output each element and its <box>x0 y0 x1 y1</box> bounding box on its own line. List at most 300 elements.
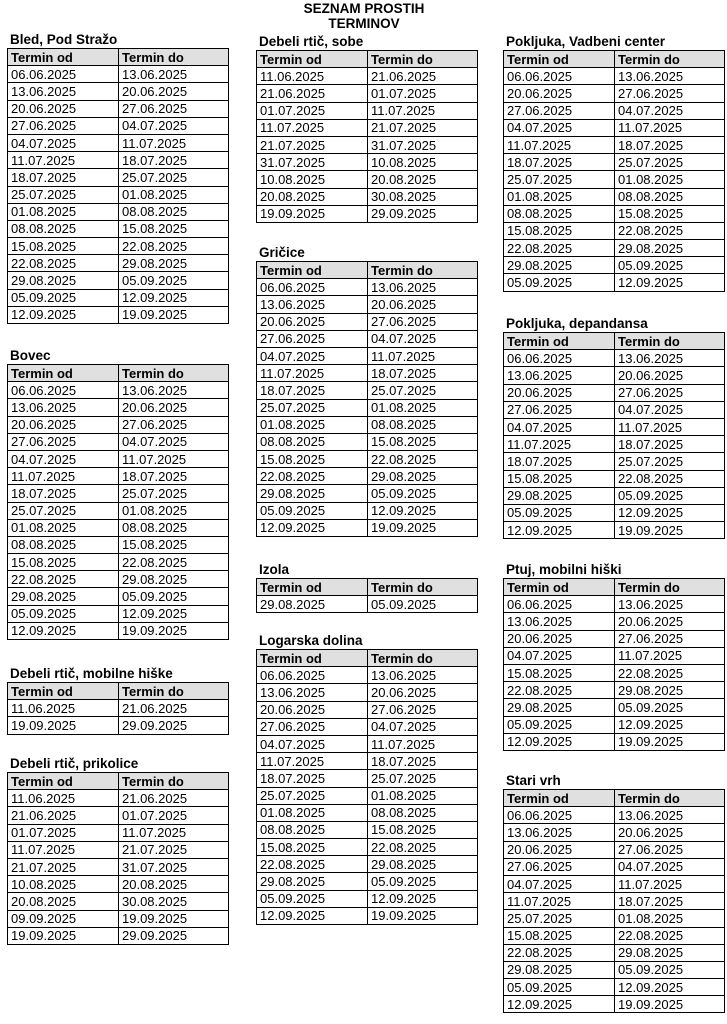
table-row <box>504 171 725 188</box>
cell-date-to: 01.08.2025 <box>119 502 229 519</box>
cell-date-to: 25.07.2025 <box>119 485 229 502</box>
section-title: Bovec <box>10 348 51 363</box>
table-row <box>257 890 478 907</box>
table-row <box>257 519 478 536</box>
cell-date-from: 20.08.2025 <box>8 893 119 910</box>
cell-date-from: 06.06.2025 <box>257 279 368 296</box>
cell-date-from: 06.06.2025 <box>257 667 368 684</box>
table-row <box>8 502 229 519</box>
table-row <box>504 222 725 239</box>
table-row <box>8 238 229 255</box>
cell-date-from: 11.07.2025 <box>504 136 615 153</box>
table-row <box>504 367 725 384</box>
cell-date-from: 18.07.2025 <box>504 154 615 171</box>
table-row <box>257 839 478 856</box>
cell-date-from: 12.09.2025 <box>257 519 368 536</box>
section-title: Gričice <box>259 245 305 260</box>
table-row <box>257 735 478 752</box>
cell-date-from: 18.07.2025 <box>257 382 368 399</box>
table-row <box>8 910 229 927</box>
cell-date-to: 04.07.2025 <box>615 102 725 119</box>
table-row <box>257 171 478 188</box>
cell-date-to: 31.07.2025 <box>119 858 229 875</box>
cell-date-to: 29.08.2025 <box>615 240 725 257</box>
table-row <box>8 450 229 467</box>
cell-date-from: 21.07.2025 <box>257 136 368 153</box>
cell-date-to: 15.08.2025 <box>368 821 478 838</box>
table-row <box>8 433 229 450</box>
cell-date-to: 22.08.2025 <box>119 238 229 255</box>
cell-date-to: 18.07.2025 <box>615 436 725 453</box>
header-termin-od: Termin od <box>257 262 368 279</box>
cell-date-from: 04.07.2025 <box>504 119 615 136</box>
cell-date-from: 25.07.2025 <box>504 910 615 927</box>
header-termin-do: Termin do <box>615 51 725 68</box>
table-row <box>8 134 229 151</box>
cell-date-to: 27.06.2025 <box>615 841 725 858</box>
cell-date-from: 29.08.2025 <box>257 596 368 613</box>
table-row <box>8 717 229 734</box>
cell-date-from: 29.08.2025 <box>504 699 615 716</box>
cell-date-to: 19.09.2025 <box>119 306 229 323</box>
cell-date-to: 08.08.2025 <box>119 519 229 536</box>
dates-table <box>503 50 725 292</box>
cell-date-from: 27.06.2025 <box>504 858 615 875</box>
cell-date-from: 12.09.2025 <box>8 306 119 323</box>
cell-date-to: 21.07.2025 <box>368 119 478 136</box>
table-row <box>257 433 478 450</box>
cell-date-from: 20.06.2025 <box>504 841 615 858</box>
cell-date-to: 10.08.2025 <box>368 154 478 171</box>
cell-date-to: 13.06.2025 <box>368 667 478 684</box>
cell-date-from: 11.07.2025 <box>504 893 615 910</box>
cell-date-from: 06.06.2025 <box>8 382 119 399</box>
cell-date-to: 20.08.2025 <box>368 171 478 188</box>
section-logarska-dolina <box>256 633 478 925</box>
table-row <box>8 790 229 807</box>
cell-date-from: 06.06.2025 <box>504 596 615 613</box>
cell-date-to: 21.06.2025 <box>368 68 478 85</box>
cell-date-from: 27.06.2025 <box>257 330 368 347</box>
header-termin-od: Termin od <box>8 49 119 66</box>
cell-date-to: 11.07.2025 <box>615 875 725 892</box>
cell-date-from: 25.07.2025 <box>257 399 368 416</box>
cell-date-from: 05.09.2025 <box>504 716 615 733</box>
cell-date-from: 25.07.2025 <box>8 186 119 203</box>
table-row <box>504 996 725 1013</box>
cell-date-to: 01.08.2025 <box>119 186 229 203</box>
cell-date-from: 13.06.2025 <box>8 399 119 416</box>
cell-date-from: 27.06.2025 <box>504 102 615 119</box>
cell-date-from: 27.06.2025 <box>257 718 368 735</box>
cell-date-from: 06.06.2025 <box>504 807 615 824</box>
cell-date-to: 11.07.2025 <box>119 134 229 151</box>
cell-date-from: 05.09.2025 <box>8 605 119 622</box>
table-row <box>504 188 725 205</box>
section-title: Stari vrh <box>506 773 561 788</box>
cell-date-to: 11.07.2025 <box>615 418 725 435</box>
table-row <box>504 699 725 716</box>
cell-date-to: 19.09.2025 <box>615 733 725 750</box>
cell-date-from: 18.07.2025 <box>257 770 368 787</box>
cell-date-from: 29.08.2025 <box>8 272 119 289</box>
cell-date-to: 12.09.2025 <box>615 716 725 733</box>
cell-date-from: 25.07.2025 <box>257 787 368 804</box>
dates-table <box>256 50 478 223</box>
cell-date-to: 20.06.2025 <box>368 684 478 701</box>
table-row <box>8 876 229 893</box>
table-row <box>257 85 478 102</box>
cell-date-from: 12.09.2025 <box>257 907 368 924</box>
table-row <box>257 154 478 171</box>
header-termin-od: Termin od <box>8 683 119 700</box>
cell-date-to: 05.09.2025 <box>368 596 478 613</box>
cell-date-to: 15.08.2025 <box>119 536 229 553</box>
table-row <box>257 205 478 222</box>
header-termin-do: Termin do <box>615 790 725 807</box>
cell-date-to: 04.07.2025 <box>119 117 229 134</box>
cell-date-from: 11.06.2025 <box>8 700 119 717</box>
dates-table <box>503 332 725 539</box>
cell-date-to: 13.06.2025 <box>615 350 725 367</box>
section-ptuj-mobilni-hiski <box>503 562 725 751</box>
cell-date-to: 19.09.2025 <box>615 522 725 539</box>
cell-date-to: 22.08.2025 <box>368 451 478 468</box>
cell-date-from: 31.07.2025 <box>257 154 368 171</box>
table-row <box>504 893 725 910</box>
cell-date-from: 11.07.2025 <box>8 468 119 485</box>
table-row <box>8 571 229 588</box>
table-row <box>257 856 478 873</box>
cell-date-to: 08.08.2025 <box>368 416 478 433</box>
cell-date-to: 27.06.2025 <box>615 384 725 401</box>
table-row <box>257 365 478 382</box>
cell-date-to: 04.07.2025 <box>368 718 478 735</box>
section-bovec <box>7 348 229 640</box>
cell-date-to: 27.06.2025 <box>119 416 229 433</box>
cell-date-to: 04.07.2025 <box>119 433 229 450</box>
cell-date-to: 05.09.2025 <box>615 487 725 504</box>
cell-date-from: 20.08.2025 <box>257 188 368 205</box>
cell-date-from: 11.07.2025 <box>8 152 119 169</box>
cell-date-from: 15.08.2025 <box>257 451 368 468</box>
cell-date-from: 29.08.2025 <box>504 961 615 978</box>
cell-date-to: 01.08.2025 <box>368 399 478 416</box>
cell-date-to: 30.08.2025 <box>119 893 229 910</box>
cell-date-to: 08.08.2025 <box>119 203 229 220</box>
cell-date-from: 18.07.2025 <box>8 169 119 186</box>
page-title <box>244 1 484 31</box>
cell-date-to: 20.06.2025 <box>368 296 478 313</box>
cell-date-from: 27.06.2025 <box>504 401 615 418</box>
table-header-row <box>257 650 478 667</box>
table-row <box>257 68 478 85</box>
cell-date-from: 12.09.2025 <box>504 996 615 1013</box>
header-termin-od: Termin od <box>8 365 119 382</box>
table-header-row <box>504 790 725 807</box>
cell-date-to: 11.07.2025 <box>615 647 725 664</box>
cell-date-from: 01.08.2025 <box>257 804 368 821</box>
section-stari-vrh <box>503 773 725 1013</box>
cell-date-to: 11.07.2025 <box>368 347 478 364</box>
dates-table <box>7 364 229 640</box>
table-row <box>8 117 229 134</box>
cell-date-to: 19.09.2025 <box>119 910 229 927</box>
table-row <box>8 588 229 605</box>
cell-date-from: 20.06.2025 <box>8 100 119 117</box>
cell-date-to: 29.08.2025 <box>368 856 478 873</box>
cell-date-to: 29.08.2025 <box>119 571 229 588</box>
dates-table <box>503 789 725 1013</box>
table-header-row <box>504 51 725 68</box>
table-row <box>504 154 725 171</box>
table-header-row <box>257 51 478 68</box>
table-row <box>504 647 725 664</box>
cell-date-from: 05.09.2025 <box>504 504 615 521</box>
table-row <box>8 605 229 622</box>
table-row <box>504 927 725 944</box>
header-termin-od: Termin od <box>504 790 615 807</box>
table-header-row <box>8 49 229 66</box>
cell-date-from: 27.06.2025 <box>8 433 119 450</box>
cell-date-to: 29.08.2025 <box>615 682 725 699</box>
header-termin-do: Termin do <box>615 333 725 350</box>
table-row <box>504 257 725 274</box>
table-row <box>504 630 725 647</box>
cell-date-from: 01.07.2025 <box>257 102 368 119</box>
cell-date-to: 25.07.2025 <box>368 382 478 399</box>
cell-date-to: 21.06.2025 <box>119 790 229 807</box>
table-row <box>504 102 725 119</box>
table-row <box>504 979 725 996</box>
table-row <box>257 102 478 119</box>
table-row <box>504 807 725 824</box>
table-row <box>8 272 229 289</box>
cell-date-to: 18.07.2025 <box>119 468 229 485</box>
table-row <box>257 701 478 718</box>
cell-date-to: 21.07.2025 <box>119 841 229 858</box>
cell-date-from: 21.06.2025 <box>257 85 368 102</box>
cell-date-from: 13.06.2025 <box>257 296 368 313</box>
cell-date-from: 05.09.2025 <box>8 289 119 306</box>
section-title: Logarska dolina <box>259 633 363 648</box>
table-row <box>8 485 229 502</box>
table-header-row <box>8 773 229 790</box>
section-debeli-rtic-prikolice <box>7 756 229 945</box>
table-row <box>504 470 725 487</box>
cell-date-to: 20.06.2025 <box>119 399 229 416</box>
table-row <box>257 382 478 399</box>
cell-date-from: 25.07.2025 <box>8 502 119 519</box>
section-title: Debeli rtič, prikolice <box>10 756 139 771</box>
table-row <box>257 136 478 153</box>
cell-date-from: 04.07.2025 <box>8 134 119 151</box>
section-title: Pokljuka, Vadbeni center <box>506 34 666 49</box>
cell-date-from: 21.06.2025 <box>8 807 119 824</box>
cell-date-from: 29.08.2025 <box>504 257 615 274</box>
section-title: Debeli rtič, mobilne hiške <box>10 666 173 681</box>
cell-date-to: 30.08.2025 <box>368 188 478 205</box>
cell-date-from: 01.07.2025 <box>8 824 119 841</box>
header-termin-do: Termin do <box>119 365 229 382</box>
cell-date-from: 05.09.2025 <box>504 274 615 291</box>
cell-date-to: 25.07.2025 <box>615 453 725 470</box>
cell-date-to: 01.07.2025 <box>119 807 229 824</box>
cell-date-to: 13.06.2025 <box>368 279 478 296</box>
cell-date-to: 29.09.2025 <box>119 717 229 734</box>
cell-date-from: 08.08.2025 <box>504 205 615 222</box>
table-row <box>257 279 478 296</box>
table-row <box>257 596 478 613</box>
header-termin-od: Termin od <box>504 579 615 596</box>
cell-date-from: 20.06.2025 <box>504 85 615 102</box>
header-termin-od: Termin od <box>504 51 615 68</box>
cell-date-to: 05.09.2025 <box>119 588 229 605</box>
table-row <box>257 451 478 468</box>
cell-date-to: 12.09.2025 <box>615 504 725 521</box>
cell-date-to: 27.06.2025 <box>615 630 725 647</box>
cell-date-from: 04.07.2025 <box>504 875 615 892</box>
cell-date-to: 08.08.2025 <box>615 188 725 205</box>
cell-date-from: 18.07.2025 <box>8 485 119 502</box>
cell-date-from: 11.07.2025 <box>504 436 615 453</box>
cell-date-to: 13.06.2025 <box>615 596 725 613</box>
table-row <box>8 416 229 433</box>
table-row <box>504 85 725 102</box>
cell-date-from: 13.06.2025 <box>257 684 368 701</box>
cell-date-to: 22.08.2025 <box>119 554 229 571</box>
table-row <box>257 718 478 735</box>
cell-date-to: 05.09.2025 <box>368 873 478 890</box>
table-row <box>8 100 229 117</box>
section-bled-pod-strazo <box>7 32 229 324</box>
section-title: Ptuj, mobilni hiški <box>506 562 622 577</box>
cell-date-to: 29.08.2025 <box>368 468 478 485</box>
table-row <box>504 841 725 858</box>
header-termin-od: Termin od <box>257 579 368 596</box>
table-row <box>504 453 725 470</box>
table-row <box>504 401 725 418</box>
cell-date-from: 08.08.2025 <box>257 821 368 838</box>
cell-date-to: 05.09.2025 <box>368 485 478 502</box>
cell-date-from: 06.06.2025 <box>8 66 119 83</box>
header-termin-od: Termin od <box>8 773 119 790</box>
cell-date-to: 18.07.2025 <box>368 365 478 382</box>
cell-date-to: 12.09.2025 <box>615 274 725 291</box>
cell-date-from: 15.08.2025 <box>504 927 615 944</box>
table-row <box>257 468 478 485</box>
table-row <box>504 716 725 733</box>
cell-date-from: 22.08.2025 <box>257 468 368 485</box>
table-row <box>504 274 725 291</box>
cell-date-from: 13.06.2025 <box>504 613 615 630</box>
cell-date-to: 19.09.2025 <box>119 622 229 639</box>
cell-date-from: 18.07.2025 <box>504 453 615 470</box>
table-row <box>8 66 229 83</box>
cell-date-from: 11.07.2025 <box>257 119 368 136</box>
cell-date-to: 22.08.2025 <box>615 664 725 681</box>
cell-date-to: 12.09.2025 <box>119 605 229 622</box>
section-title: Izola <box>259 562 290 577</box>
header-termin-do: Termin do <box>368 650 478 667</box>
section-title: Bled, Pod Stražo <box>10 32 118 47</box>
cell-date-to: 29.08.2025 <box>119 255 229 272</box>
cell-date-to: 04.07.2025 <box>368 330 478 347</box>
cell-date-from: 20.06.2025 <box>257 701 368 718</box>
cell-date-from: 04.07.2025 <box>8 450 119 467</box>
cell-date-from: 27.06.2025 <box>8 117 119 134</box>
cell-date-to: 20.06.2025 <box>615 824 725 841</box>
cell-date-to: 18.07.2025 <box>368 753 478 770</box>
table-row <box>257 119 478 136</box>
table-row <box>8 399 229 416</box>
table-row <box>504 664 725 681</box>
dates-table <box>7 682 229 735</box>
cell-date-to: 12.09.2025 <box>368 890 478 907</box>
cell-date-from: 10.08.2025 <box>8 876 119 893</box>
page-title-line-2: TERMINOV <box>328 16 400 31</box>
dates-table <box>256 578 478 613</box>
table-row <box>257 188 478 205</box>
cell-date-from: 11.07.2025 <box>257 365 368 382</box>
table-row <box>504 504 725 521</box>
cell-date-from: 11.07.2025 <box>257 753 368 770</box>
cell-date-from: 08.08.2025 <box>8 220 119 237</box>
cell-date-to: 20.06.2025 <box>615 613 725 630</box>
table-row <box>257 907 478 924</box>
table-row <box>8 186 229 203</box>
cell-date-to: 25.07.2025 <box>615 154 725 171</box>
table-row <box>257 787 478 804</box>
table-row <box>8 382 229 399</box>
table-row <box>8 824 229 841</box>
table-header-row <box>504 333 725 350</box>
cell-date-from: 20.06.2025 <box>504 630 615 647</box>
section-debeli-rtic-sobe <box>256 34 478 223</box>
table-row <box>257 667 478 684</box>
cell-date-to: 01.08.2025 <box>615 910 725 927</box>
table-header-row <box>257 262 478 279</box>
cell-date-to: 11.07.2025 <box>368 102 478 119</box>
cell-date-to: 12.09.2025 <box>615 979 725 996</box>
cell-date-from: 04.07.2025 <box>257 735 368 752</box>
cell-date-from: 21.07.2025 <box>8 858 119 875</box>
cell-date-from: 22.08.2025 <box>504 682 615 699</box>
table-header-row <box>8 365 229 382</box>
page-title-line-1: SEZNAM PROSTIH <box>303 1 425 16</box>
cell-date-to: 15.08.2025 <box>119 220 229 237</box>
cell-date-from: 29.08.2025 <box>257 873 368 890</box>
table-row <box>257 502 478 519</box>
cell-date-from: 15.08.2025 <box>8 238 119 255</box>
cell-date-from: 19.09.2025 <box>257 205 368 222</box>
cell-date-from: 11.06.2025 <box>257 68 368 85</box>
cell-date-to: 19.09.2025 <box>368 907 478 924</box>
cell-date-to: 22.08.2025 <box>368 839 478 856</box>
table-row <box>504 240 725 257</box>
table-row <box>257 821 478 838</box>
cell-date-from: 15.08.2025 <box>504 222 615 239</box>
cell-date-from: 12.09.2025 <box>504 733 615 750</box>
cell-date-from: 20.06.2025 <box>504 384 615 401</box>
cell-date-from: 19.09.2025 <box>8 927 119 944</box>
cell-date-to: 18.07.2025 <box>615 893 725 910</box>
table-row <box>8 255 229 272</box>
cell-date-from: 19.09.2025 <box>8 717 119 734</box>
cell-date-to: 29.08.2025 <box>615 944 725 961</box>
dates-table <box>7 772 229 945</box>
cell-date-to: 05.09.2025 <box>615 257 725 274</box>
